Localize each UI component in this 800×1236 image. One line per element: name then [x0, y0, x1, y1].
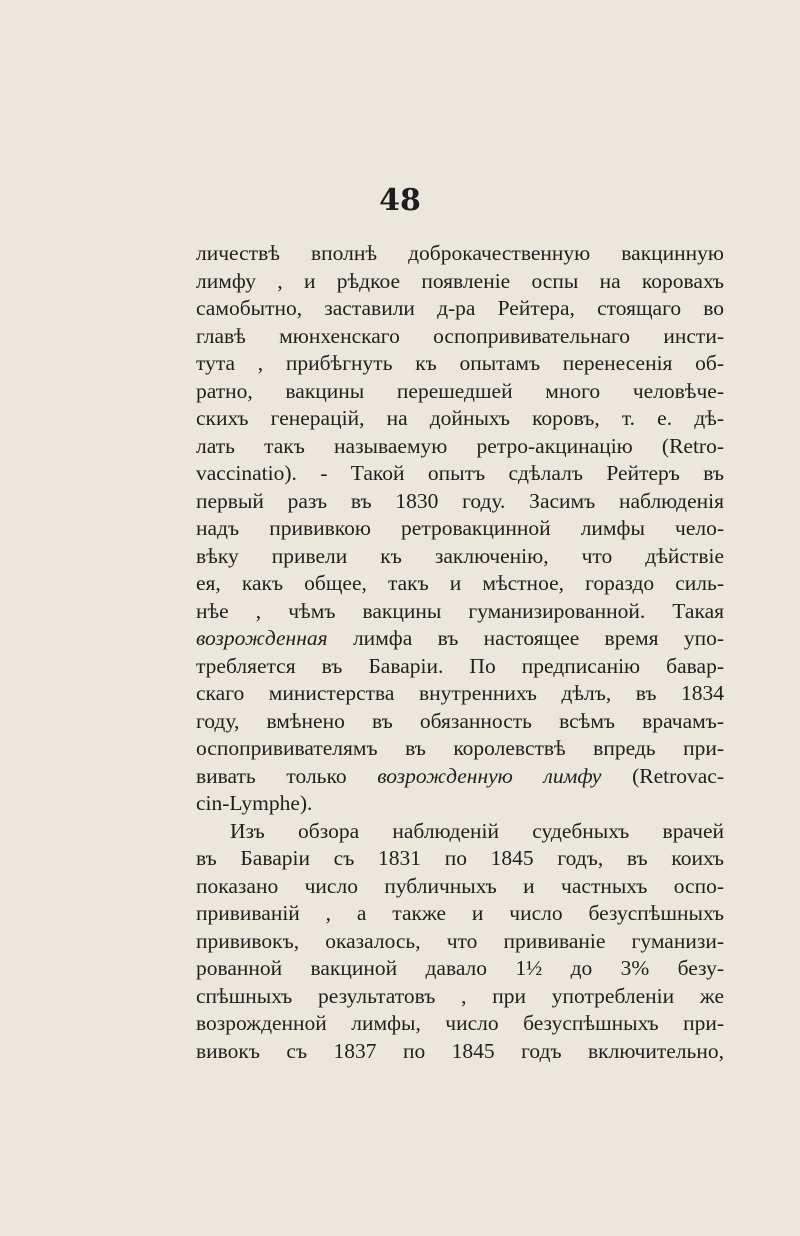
italic-term: возрожденная	[196, 626, 328, 650]
italic-term: возрожденную лимфу	[377, 763, 602, 788]
text-line: году, вмѣнено въ обязанность всѣмъ врачамъ-	[196, 708, 724, 733]
text-line: оспопрививателямъ въ королевствѣ впредь при-	[196, 736, 724, 760]
text-line: скаго министерства внутреннихъ дѣлъ, въ 1834	[196, 681, 724, 705]
text-line: лать такъ называемую ретро-акцинацію (Retro-	[196, 433, 724, 458]
line-post: (Retrovac-	[601, 763, 724, 788]
text-line: нѣе , чѣмъ вакцины гуманизированной. Такая	[196, 598, 724, 623]
line-pre: вивать только	[196, 763, 378, 788]
text-line: тута , прибѣгнуть къ опытамъ перенесенія об-	[196, 351, 724, 375]
text-line: личествѣ вполнѣ доброкачественную вакцинную	[196, 241, 724, 265]
text-line: въ Баваріи съ 1831 по 1845 годъ, въ коихъ	[196, 846, 724, 870]
text-line	[196, 625, 724, 653]
text-line: vaccinatio). - Такой опытъ сдѣлалъ Рейтеръ въ	[196, 461, 724, 485]
text-line: скихъ генерацій, на дойныхъ коровъ, т. е. дѣ-	[196, 406, 724, 430]
text-line: спѣшныхъ результатовъ , при употребленіи же	[196, 983, 724, 1008]
text-line: ея, какъ общее, такъ и мѣстное, гораздо силь-	[196, 571, 724, 595]
text-line: требляется въ Баваріи. По предписанію бавар-	[196, 653, 724, 678]
text-line: главѣ мюнхенскаго оспопрививательнаго инсти-	[196, 323, 724, 348]
body-text	[196, 240, 724, 1065]
text-line: самобытно, заставили д-ра Рейтера, стоящаго во	[196, 296, 724, 320]
line-post: лимфа въ настоящее время упо-	[327, 626, 724, 650]
text-line: ратно, вакцины перешедшей много человѣче-	[196, 378, 724, 403]
text-line: рованной вакциной давало 1½ до 3% безу-	[196, 956, 724, 980]
text-line: вѣку привели къ заключенію, что дѣйствіе	[196, 543, 724, 568]
text-line	[196, 763, 724, 791]
text-line: cin-Lymphe).	[196, 791, 313, 815]
page-number: 48	[379, 183, 421, 218]
text-line: вивокъ съ 1837 по 1845 годъ включительно,	[196, 1038, 724, 1063]
text-line: надъ прививкою ретровакцинной лимфы чело-	[196, 516, 724, 540]
text-line: показано число публичныхъ и частныхъ оспо-	[196, 873, 724, 898]
text-line: лимфу , и рѣдкое появленіе оспы на коровахъ	[196, 268, 724, 293]
text-line: прививокъ, оказалось, что прививаніе гуманизи-	[196, 928, 724, 953]
text-line: первый разъ въ 1830 году. Засимъ наблюденія	[196, 488, 724, 513]
text-line: прививаній , а также и число безуспѣшныхъ	[196, 901, 724, 925]
text-line: возрожденной лимфы, число безуспѣшныхъ при-	[196, 1011, 724, 1035]
text-line: Изъ обзора наблюденій судебныхъ врачей	[230, 818, 724, 843]
